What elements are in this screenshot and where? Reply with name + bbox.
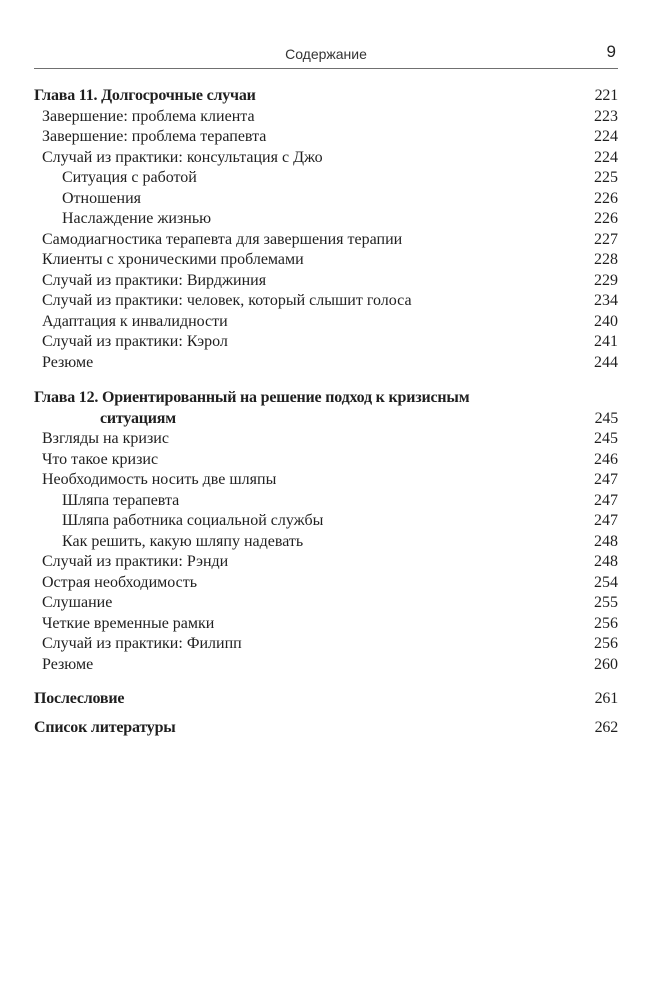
toc-entry-page: 228 bbox=[594, 251, 618, 268]
toc-subentry[interactable] bbox=[34, 532, 618, 553]
toc-entry-label: Наслаждение жизнью bbox=[62, 210, 212, 227]
toc-entry[interactable] bbox=[34, 470, 618, 491]
toc-entry-label: Резюме bbox=[42, 655, 94, 673]
toc-entry[interactable] bbox=[34, 107, 618, 128]
toc-subentry[interactable] bbox=[34, 189, 618, 210]
running-head bbox=[34, 40, 618, 69]
toc-entry-label: Взгляды на кризис bbox=[42, 430, 169, 447]
toc-entry-label: Отношения bbox=[62, 189, 142, 207]
toc-entry-label: Четкие временные рамки bbox=[42, 614, 215, 632]
toc-bibliography bbox=[34, 718, 618, 739]
chapter-title[interactable] bbox=[34, 86, 618, 107]
toc-entry-page: 227 bbox=[594, 230, 618, 248]
back-matter-page: 262 bbox=[594, 719, 618, 736]
toc-entry-page: 248 bbox=[594, 532, 618, 550]
toc-entry[interactable] bbox=[34, 655, 618, 676]
toc-entry-page: 256 bbox=[594, 614, 618, 632]
toc-entry-page: 247 bbox=[594, 471, 618, 488]
chapter-title-text: ситуациям bbox=[100, 409, 176, 427]
toc-entry-page: 260 bbox=[594, 655, 618, 673]
toc-entry-label: Случай из практики: Вирджиния bbox=[42, 271, 267, 289]
toc-entry[interactable] bbox=[34, 291, 618, 312]
toc-entry-page: 225 bbox=[594, 169, 618, 186]
toc-entry-page: 254 bbox=[594, 573, 618, 591]
toc-entry-page: 244 bbox=[594, 353, 618, 371]
toc-entry-label: Слушание bbox=[42, 594, 113, 611]
toc-entry[interactable] bbox=[34, 614, 618, 635]
toc-entry[interactable] bbox=[34, 450, 618, 471]
toc-entry-page: 226 bbox=[594, 189, 618, 207]
back-matter-entry[interactable] bbox=[34, 689, 618, 710]
chapter-page: 221 bbox=[594, 87, 618, 104]
toc-entry[interactable] bbox=[34, 353, 618, 374]
toc-entry[interactable] bbox=[34, 312, 618, 333]
toc-entry[interactable] bbox=[34, 148, 618, 169]
toc-entry-page: 229 bbox=[594, 271, 618, 289]
toc-entry-label: Острая необходимость bbox=[42, 573, 198, 591]
toc-entry[interactable] bbox=[34, 634, 618, 655]
toc-entry[interactable] bbox=[34, 573, 618, 594]
toc-entry-label: Случай из практики: человек, который слышит голоса bbox=[42, 292, 412, 309]
chapter-title-line[interactable] bbox=[34, 388, 618, 409]
toc-subentry[interactable] bbox=[34, 511, 618, 532]
toc-entry-label: Что такое кризис bbox=[42, 450, 159, 468]
toc-afterword bbox=[34, 689, 618, 710]
toc-entry-page: 240 bbox=[594, 312, 618, 330]
toc-entry-page: 246 bbox=[594, 450, 618, 468]
toc-entry-page: 224 bbox=[594, 128, 618, 145]
toc-entry-label: Завершение: проблема клиента bbox=[42, 107, 255, 125]
page-number: 9 bbox=[606, 42, 616, 61]
toc-entry-page: 247 bbox=[594, 491, 618, 509]
toc-subentry[interactable] bbox=[34, 491, 618, 512]
toc-entry-label: Случай из практики: Филипп bbox=[42, 635, 242, 652]
toc-entry-page: 255 bbox=[594, 594, 618, 611]
toc-entry-label: Завершение: проблема терапевта bbox=[42, 128, 267, 145]
toc-entry-label: Случай из практики: консультация с Джо bbox=[42, 148, 323, 166]
toc-entry[interactable] bbox=[34, 230, 618, 251]
toc-entry-label: Шляпа терапевта bbox=[62, 491, 180, 509]
toc-entry[interactable] bbox=[34, 429, 618, 450]
back-matter-entry[interactable] bbox=[34, 718, 618, 739]
toc-entry-label: Адаптация к инвалидности bbox=[42, 312, 228, 330]
toc-entry-page: 226 bbox=[594, 210, 618, 227]
chapter-title-text: Глава 12. Ориентированный на решение подход к кризисным bbox=[34, 389, 470, 406]
toc-entry-page: 245 bbox=[594, 430, 618, 447]
toc-entry-label: Необходимость носить две шляпы bbox=[42, 471, 277, 488]
back-matter-label: Список литературы bbox=[34, 719, 176, 736]
toc-subentry[interactable] bbox=[34, 168, 618, 189]
toc-entry[interactable] bbox=[34, 271, 618, 292]
toc-entry-page: 224 bbox=[594, 148, 618, 166]
toc-chapter-11 bbox=[34, 86, 618, 373]
chapter-title-continuation[interactable] bbox=[34, 409, 618, 430]
toc-entry-label: Резюме bbox=[42, 353, 94, 371]
toc-entry-label: Ситуация с работой bbox=[62, 169, 197, 186]
toc-entry-label: Случай из практики: Кэрол bbox=[42, 333, 228, 350]
chapter-page: 245 bbox=[594, 409, 618, 427]
toc-entry-page: 256 bbox=[594, 635, 618, 652]
toc-entry-page: 223 bbox=[594, 107, 618, 125]
toc-entry-label: Клиенты с хроническими проблемами bbox=[42, 251, 304, 268]
toc-entry-page: 248 bbox=[594, 553, 618, 570]
running-head-title: Содержание bbox=[285, 46, 367, 62]
toc-entry[interactable] bbox=[34, 127, 618, 148]
toc-entry-label: Как решить, какую шляпу надевать bbox=[62, 532, 304, 550]
toc-entry-label: Самодиагностика терапевта для завершения терапии bbox=[42, 230, 403, 248]
back-matter-page: 261 bbox=[594, 690, 618, 707]
toc-entry[interactable] bbox=[34, 332, 618, 353]
toc-entry-page: 247 bbox=[594, 512, 618, 529]
chapter-title-text: Глава 11. Долгосрочные случаи bbox=[34, 87, 256, 104]
toc-subentry[interactable] bbox=[34, 209, 618, 230]
toc-entry-page: 241 bbox=[594, 333, 618, 350]
back-matter-label: Послесловие bbox=[34, 690, 125, 707]
toc-entry-label: Шляпа работника социальной службы bbox=[62, 512, 324, 529]
toc-entry-page: 234 bbox=[594, 292, 618, 309]
toc-entry-label: Случай из практики: Рэнди bbox=[42, 553, 229, 570]
toc-entry[interactable] bbox=[34, 552, 618, 573]
toc-entry[interactable] bbox=[34, 593, 618, 614]
toc-chapter-12 bbox=[34, 388, 618, 675]
toc-entry[interactable] bbox=[34, 250, 618, 271]
